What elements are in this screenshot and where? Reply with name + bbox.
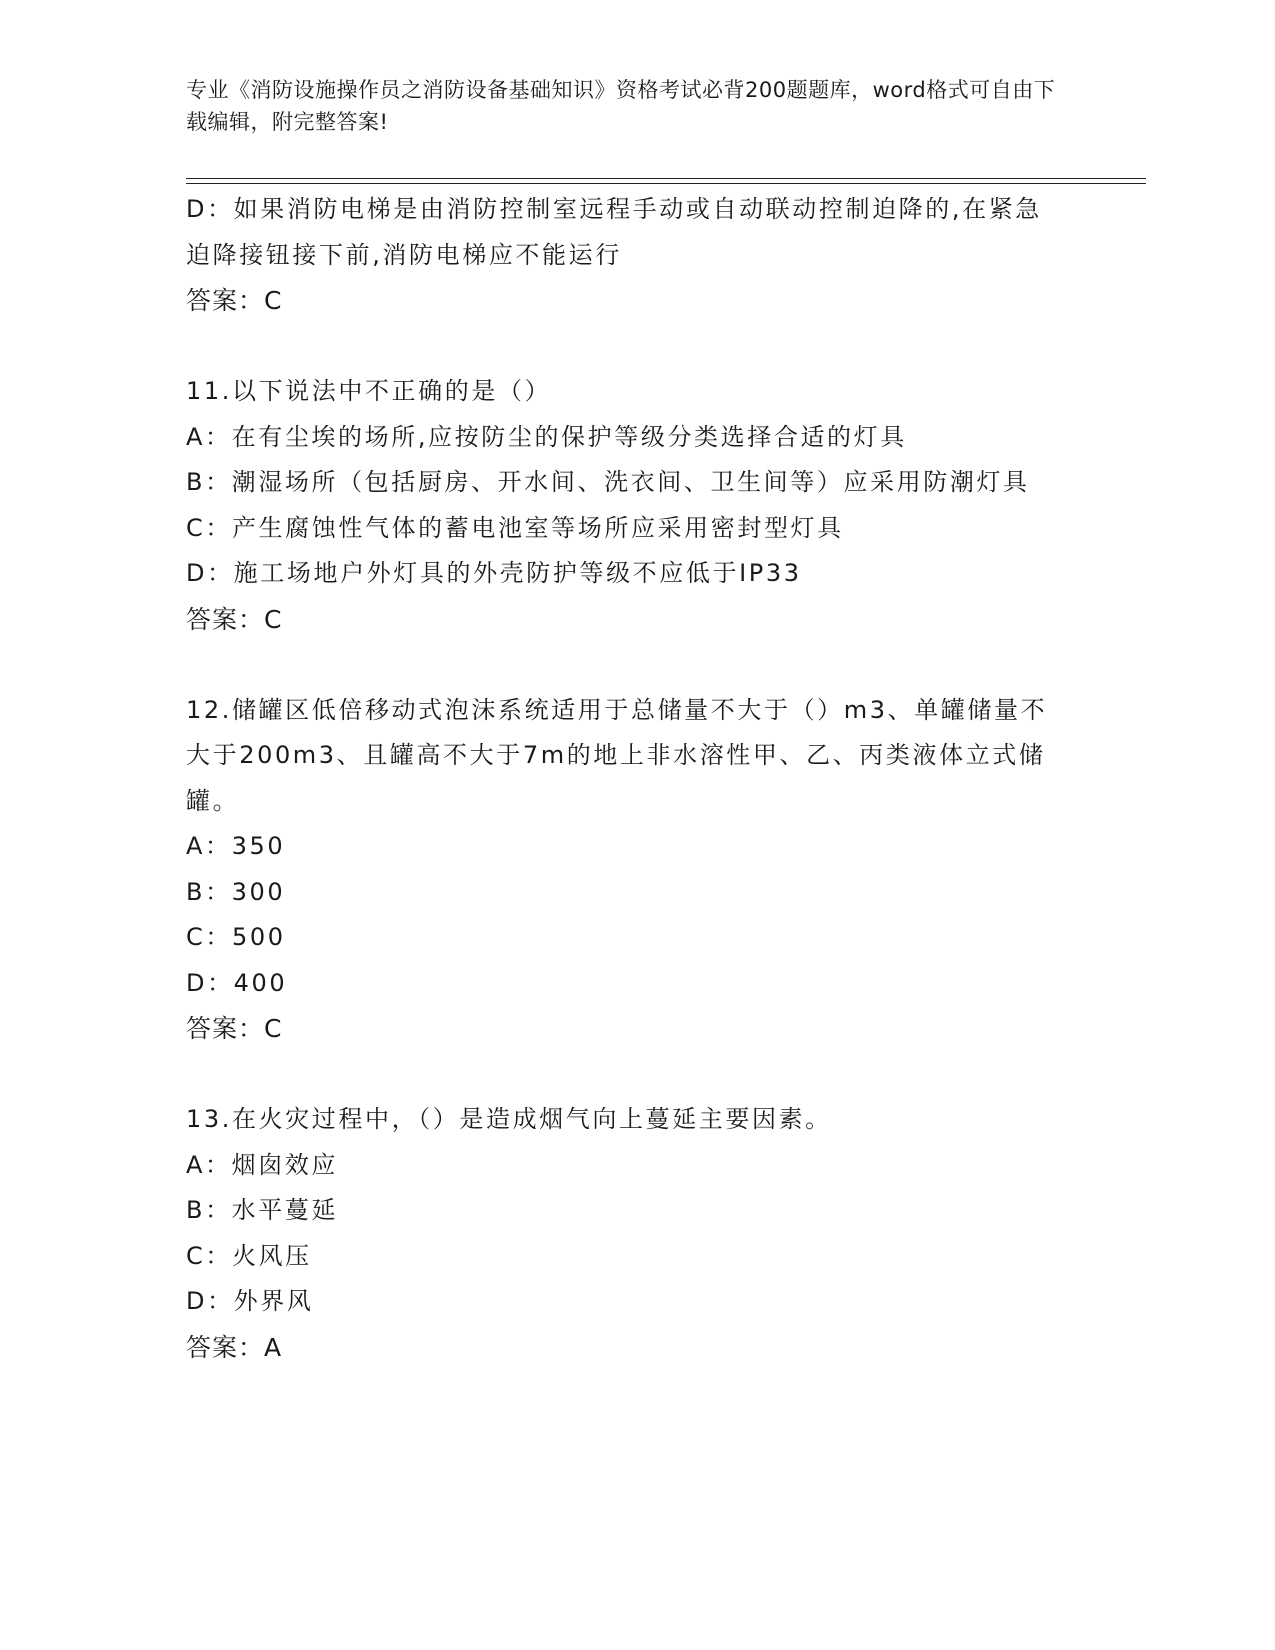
header-divider-top — [186, 178, 1146, 179]
question-content — [186, 187, 1066, 1370]
answer-line: 答案：C — [186, 1014, 283, 1043]
question-12 — [186, 688, 1066, 1052]
previous-question-tail — [186, 187, 1066, 324]
option-d: D：400 — [186, 968, 288, 997]
option-c: C：火风压 — [186, 1241, 312, 1270]
option-c: C：产生腐蚀性气体的蓄电池室等场所应采用密封型灯具 — [186, 513, 844, 542]
question-13 — [186, 1097, 1066, 1370]
answer-line: 答案：A — [186, 1332, 283, 1362]
option-b: B：300 — [186, 877, 286, 906]
question-stem: 12.储罐区低倍移动式泡沫系统适用于总储量不大于（）m3、单罐储量不大于200m3、且罐高不大于7m的地上非水溶性甲、乙、丙类液体立式储罐。 — [186, 695, 1048, 815]
option-a: A：烟囱效应 — [186, 1150, 339, 1179]
document-header-title: 专业《消防设施操作员之消防设备基础知识》资格考试必背200题题库，word格式可自由下载编辑，附完整答案! — [186, 78, 1056, 134]
answer-line: 答案：C — [186, 604, 283, 634]
option-d: D：如果消防电梯是由消防控制室远程手动或自动联动控制迫降的,在紧急迫降接钮接下前,消防电梯应不能运行 — [186, 195, 1042, 269]
header-divider-bottom — [186, 183, 1146, 184]
question-stem: 13.在火灾过程中，（）是造成烟气向上蔓延主要因素。 — [186, 1105, 832, 1133]
option-b: B：水平蔓延 — [186, 1196, 339, 1224]
option-d: D：外界风 — [186, 1287, 314, 1315]
option-d: D：施工场地户外灯具的外壳防护等级不应低于IP33 — [186, 559, 802, 587]
answer-line: 答案：C — [186, 286, 283, 315]
option-b: B：潮湿场所（包括厨房、开水间、洗衣间、卫生间等）应采用防潮灯具 — [186, 468, 1030, 496]
question-stem: 11.以下说法中不正确的是（） — [186, 377, 552, 405]
option-c: C：500 — [186, 923, 286, 951]
spacer — [186, 1052, 1066, 1098]
option-a: A：350 — [186, 832, 286, 860]
question-11 — [186, 369, 1066, 642]
option-a: A：在有尘埃的场所,应按防尘的保护等级分类选择合适的灯具 — [186, 422, 907, 451]
spacer — [186, 324, 1066, 370]
spacer — [186, 642, 1066, 688]
